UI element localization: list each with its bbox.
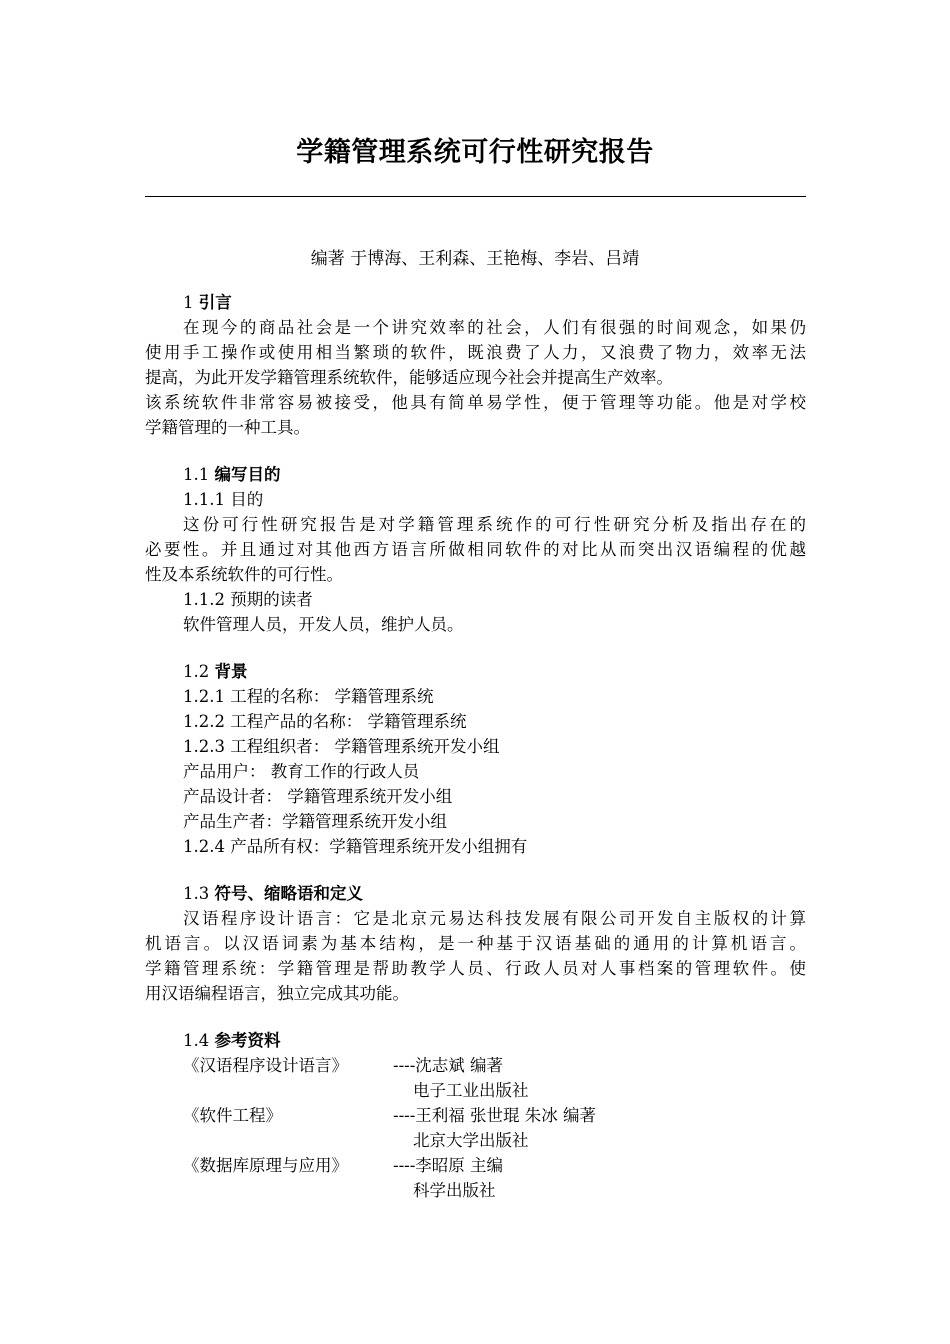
title-divider bbox=[145, 196, 806, 197]
background-line: 1.2.4 产品所有权：学籍管理系统开发小组拥有 bbox=[183, 837, 528, 856]
reference-book: 《数据库原理与应用》 bbox=[183, 1156, 348, 1175]
section-1-heading bbox=[145, 290, 806, 315]
reference-publisher: 电子工业出版社 bbox=[413, 1081, 529, 1100]
reference-author: ----李昭原 主编 bbox=[393, 1156, 504, 1175]
paragraph-line: 在现今的商品社会是一个讲究效率的社会，人们有很强的时间观念，如果仍 bbox=[183, 318, 806, 337]
section-1-title: 引言 bbox=[198, 293, 232, 312]
reference-publisher: 北京大学出版社 bbox=[413, 1131, 529, 1150]
reference-publisher: 科学出版社 bbox=[413, 1181, 496, 1200]
section-1-4-heading bbox=[145, 1028, 806, 1053]
section-1-2-heading bbox=[145, 659, 806, 684]
background-line: 产品生产者：学籍管理系统开发小组 bbox=[183, 812, 447, 831]
paragraph-line: 学籍管理的一种工具。 bbox=[145, 418, 310, 437]
readers-line: 软件管理人员，开发人员，维护人员。 bbox=[183, 615, 464, 634]
paragraph-line: 学籍管理系统：学籍管理是帮助教学人员、行政人员对人事档案的管理软件。使 bbox=[145, 959, 806, 978]
document-title: 学籍管理系统可行性研究报告 bbox=[296, 137, 654, 168]
paragraph-line: 这份可行性研究报告是对学籍管理系统作的可行性研究分析及指出存在的 bbox=[183, 515, 806, 534]
section-1-3-number: 1.3 bbox=[183, 884, 210, 903]
reference-publisher-row bbox=[145, 1178, 806, 1203]
paragraph-line: 该系统软件非常容易被接受，他具有简单易学性，便于管理等功能。他是对学校 bbox=[145, 393, 806, 412]
paragraph-line: 提高，为此开发学籍管理系统软件，能够适应现今社会并提高生产效率。 bbox=[145, 368, 673, 387]
paragraph-line: 性及本系统软件的可行性。 bbox=[145, 565, 343, 584]
subsection-1-1-2-heading: 1.1.2 预期的读者 bbox=[183, 590, 313, 609]
reference-publisher-row bbox=[145, 1128, 806, 1153]
reference-publisher-row bbox=[145, 1078, 806, 1103]
document-body bbox=[145, 290, 806, 1203]
reference-entry bbox=[145, 1053, 806, 1078]
reference-book: 《软件工程》 bbox=[183, 1106, 282, 1125]
reference-entry bbox=[145, 1103, 806, 1128]
reference-book: 《汉语程序设计语言》 bbox=[183, 1056, 348, 1075]
background-line: 1.2.1 工程的名称： 学籍管理系统 bbox=[183, 687, 434, 706]
background-line: 产品设计者： 学籍管理系统开发小组 bbox=[183, 787, 453, 806]
section-1-3-title: 符号、缩略语和定义 bbox=[214, 884, 363, 903]
background-line: 1.2.3 工程组织者： 学籍管理系统开发小组 bbox=[183, 737, 500, 756]
section-1-1-heading bbox=[145, 462, 806, 487]
section-1-4-title: 参考资料 bbox=[214, 1031, 281, 1050]
reference-entry bbox=[145, 1153, 806, 1178]
section-1-1-number: 1.1 bbox=[183, 465, 210, 484]
section-1-2-number: 1.2 bbox=[183, 662, 210, 681]
reference-author: ----沈志斌 编著 bbox=[393, 1056, 504, 1075]
section-1-number: 1 bbox=[183, 293, 194, 312]
authors-line: 编著 于博海、王利森、王艳梅、李岩、吕靖 bbox=[310, 249, 640, 269]
background-line: 产品用户： 教育工作的行政人员 bbox=[183, 762, 420, 781]
reference-author: ----王利福 张世琨 朱冰 编著 bbox=[393, 1106, 597, 1125]
paragraph-line: 必要性。并且通过对其他西方语言所做相同软件的对比从而突出汉语编程的优越 bbox=[145, 540, 806, 559]
paragraph-line: 汉语程序设计语言：它是北京元易达科技发展有限公司开发自主版权的计算 bbox=[183, 909, 806, 928]
section-1-3-heading bbox=[145, 881, 806, 906]
background-line: 1.2.2 工程产品的名称： 学籍管理系统 bbox=[183, 712, 467, 731]
section-1-2-title: 背景 bbox=[214, 662, 248, 681]
paragraph-line: 使用手工操作或使用相当繁琐的软件，既浪费了人力，又浪费了物力，效率无法 bbox=[145, 343, 806, 362]
paragraph-line: 用汉语编程语言，独立完成其功能。 bbox=[145, 984, 409, 1003]
section-1-4-number: 1.4 bbox=[183, 1031, 210, 1050]
section-1-1-title: 编写目的 bbox=[214, 465, 281, 484]
subsection-1-1-1-heading: 1.1.1 目的 bbox=[183, 490, 264, 509]
paragraph-line: 机语言。以汉语词素为基本结构，是一种基于汉语基础的通用的计算机语言。 bbox=[145, 934, 806, 953]
